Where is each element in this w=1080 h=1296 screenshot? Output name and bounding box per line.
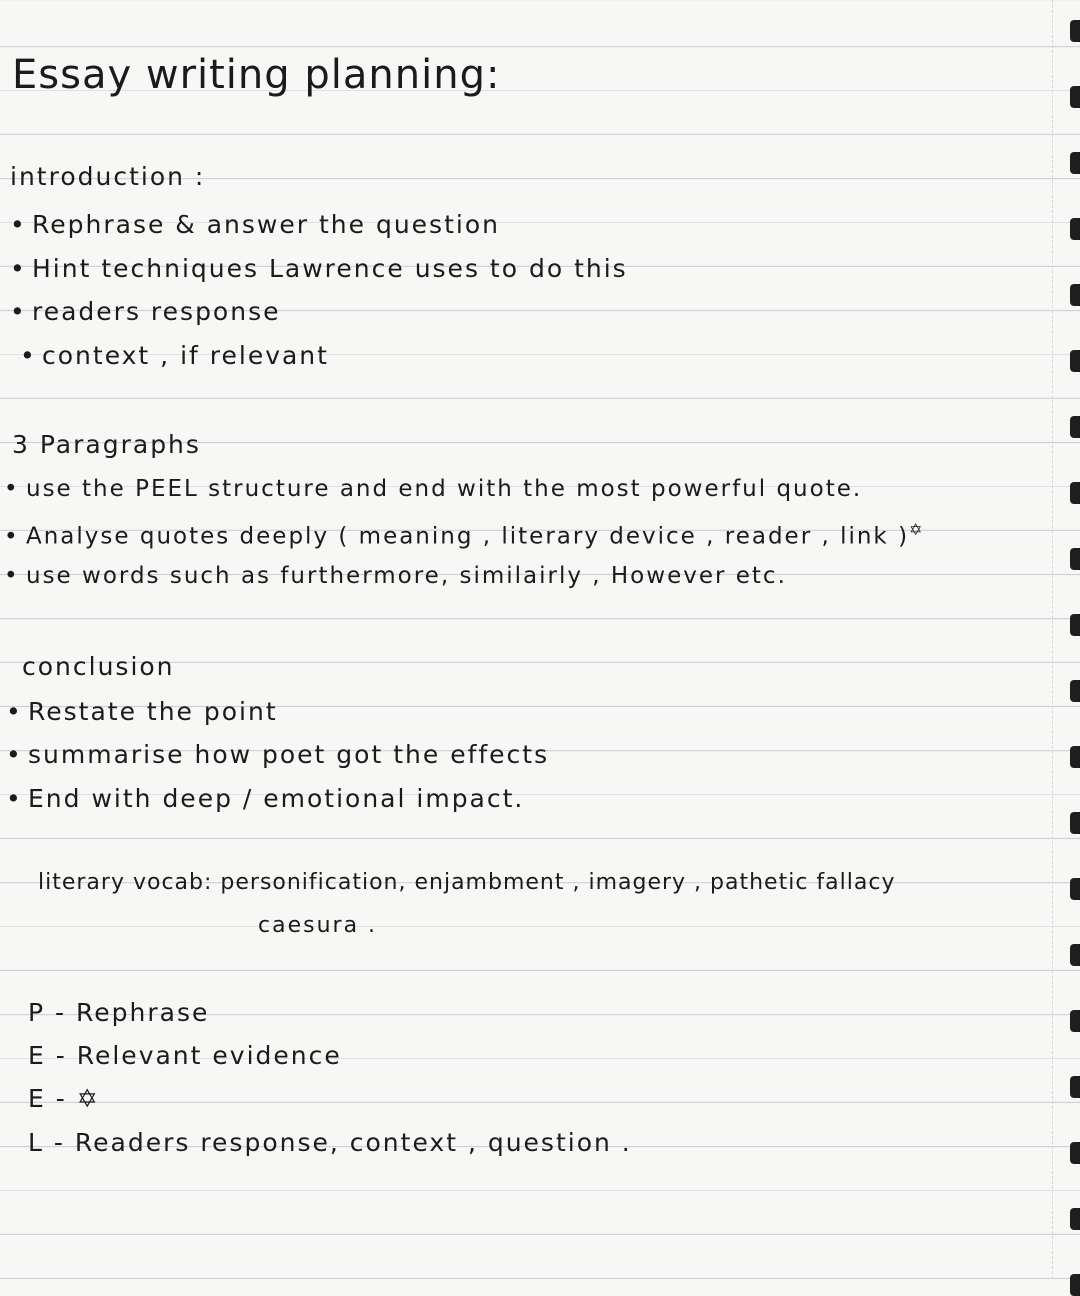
spiral-hole (1070, 1142, 1080, 1164)
spiral-hole (1070, 416, 1080, 438)
paragraphs-heading: 3 Paragraphs (12, 430, 201, 459)
spiral-hole (1070, 86, 1080, 108)
spiral-hole (1070, 1274, 1080, 1296)
spiral-hole (1070, 284, 1080, 306)
spiral-binding (1066, 0, 1080, 1279)
introduction-heading: introduction : (10, 162, 206, 191)
list-item: • summarise how poet got the effects (6, 740, 550, 769)
spiral-hole (1070, 1208, 1080, 1230)
list-item: • Rephrase & answer the question (10, 210, 500, 239)
list-item: • Restate the point (6, 697, 278, 726)
page-title: Essay writing planning: (12, 52, 501, 98)
spiral-hole (1070, 152, 1080, 174)
spiral-hole (1070, 812, 1080, 834)
peel-row-p: P - Rephrase (28, 998, 210, 1027)
spiral-hole (1070, 548, 1080, 570)
list-item: • End with deep / emotional impact. (6, 784, 525, 813)
spiral-hole (1070, 1076, 1080, 1098)
spiral-hole (1070, 20, 1080, 42)
spiral-hole (1070, 482, 1080, 504)
list-item: • context , if relevant (20, 341, 329, 370)
spiral-hole (1070, 944, 1080, 966)
star-icon: ✡ (909, 520, 925, 539)
star-icon: ✡ (76, 1084, 100, 1113)
peel-row-e2: E - ✡ (28, 1084, 100, 1113)
spiral-hole (1070, 1010, 1080, 1032)
list-item: • use the PEEL structure and end with the most powerful quote. (4, 476, 863, 502)
list-item: • use words such as furthermore, similairly , However etc. (4, 563, 787, 589)
peel-row-l: L - Readers response, context , question . (28, 1128, 632, 1157)
list-item: • Analyse quotes deeply ( meaning , literary device , reader , link )✡ (4, 520, 925, 550)
spiral-hole (1070, 746, 1080, 768)
peel-row-e1: E - Relevant evidence (28, 1041, 342, 1070)
margin-line (1052, 0, 1053, 1279)
spiral-hole (1070, 614, 1080, 636)
spiral-hole (1070, 218, 1080, 240)
list-item: • Hint techniques Lawrence uses to do this (10, 254, 628, 283)
spiral-hole (1070, 878, 1080, 900)
literary-vocab: literary vocab: personification, enjambment , imagery , pathetic fallacy (38, 870, 896, 895)
spiral-hole (1070, 680, 1080, 702)
spiral-hole (1070, 350, 1080, 372)
literary-vocab-cont: caesura . (258, 913, 378, 938)
list-item: • readers response (10, 297, 281, 326)
conclusion-heading: conclusion (22, 652, 175, 681)
